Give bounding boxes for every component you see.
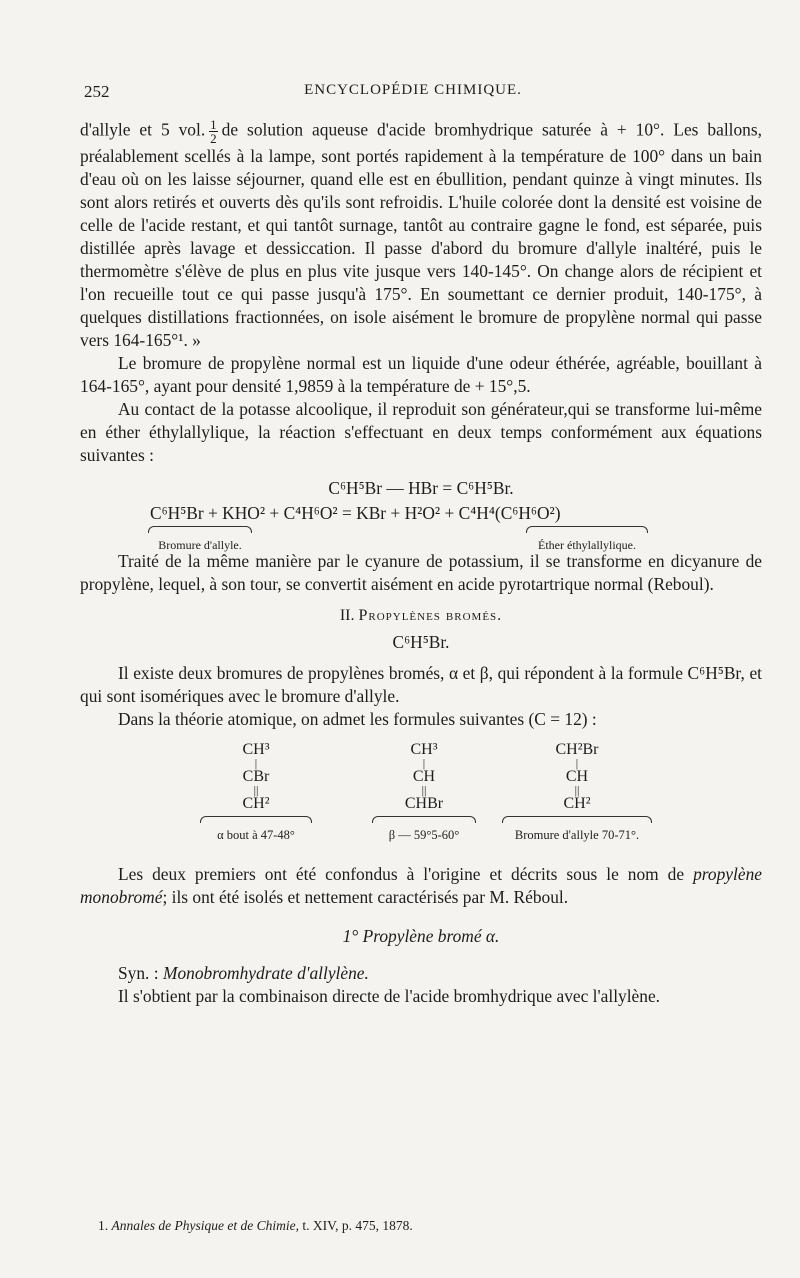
structure-row: CH (565, 768, 589, 785)
section-formula: C⁶H⁵Br. (392, 632, 450, 652)
structure-bond: || (253, 783, 259, 797)
equation-2: C⁶H⁵Br + KHO² + C⁴H⁶O² = KBr + H²O² + C⁴H⁴(C⁶H⁶O²) (150, 503, 561, 523)
footnote (98, 1218, 413, 1234)
paragraph-6: Dans la théorie atomique, on admet les formules suivantes (C = 12) : (118, 709, 597, 729)
structure-row: CH² (242, 795, 270, 812)
structure-allyl-bromide (502, 741, 652, 847)
synonym-value: Monobromhydrate d'allylène. (162, 963, 369, 983)
structure-row: CH³ (242, 741, 270, 758)
paragraph-1-rest: de solution aqueuse d'acide bromhydrique saturée à + 10°. Les ballons, préalablement scellés à la lampe, sont portés rapidement à la température de 100° dans un bain d'eau où on les laisse séjourner, quand elle est en ébullition, pendant quinze à vingt minutes. Ils sont alors retirés et ouverts dès qu'ils sont refroidis. L'huile colorée dont la densité est voisine de celle de l'acide restant, et qui tantôt surnage, tantôt au contraire gagne le fond, est séparée, puis distillée après lavage et dessiccation. Il passe d'abord du bromure d'allyle inaltéré, puis le thermomètre s'élève de plus en plus vite jusque vers 140-145°. On change alors de récipient et l'on recueille tout ce qui passe jusqu'à 175°. En soumettant ce dernier produit, 140-175°, à quelques distillations fractionnées, on isole aisément le bromure de propylène normal qui passe vers 164-165°¹. » (80, 119, 762, 350)
paragraph-4: Traité de la même manière par le cyanure de potassium, il se transforme en dicyanure de propylène, lequel, à son tour, se convertit aisément en acide pyrotartrique normal (Reboul). (80, 551, 762, 594)
structure-row: CH² (563, 795, 591, 812)
paragraph-7-end: ; ils ont été isolés et nettement caractérisés par M. Réboul. (162, 887, 569, 907)
paragraph-7 (80, 863, 762, 909)
caption-text: α bout à 47-48° (217, 828, 295, 842)
page-body (80, 118, 762, 1008)
equation-2-label-left (148, 526, 252, 557)
structure-caption (372, 816, 476, 847)
structure-row: CH²Br (555, 741, 599, 758)
equation-2-block (80, 502, 762, 550)
synonym-label: Syn. : (118, 963, 159, 983)
paragraph-7-start: Les deux premiers ont été confondus à l'origine et décrits sous le nom de (118, 864, 685, 884)
paragraph-2: Le bromure de propylène normal est un liquide d'une odeur éthérée, agréable, bouillant à 164-165°, ayant pour densité 1,9859 à la température de + 15°,5. (80, 353, 762, 396)
structure-row: CH³ (410, 741, 438, 758)
label-text: Bromure d'allyle. (158, 538, 242, 552)
structure-alpha (200, 741, 312, 847)
fraction-denominator: 2 (210, 131, 217, 146)
page-header (84, 82, 742, 106)
structure-row: CHBr (404, 795, 444, 812)
structure-bond: || (421, 783, 427, 797)
equation-1: C⁶H⁵Br — HBr = C⁶H⁵Br. (328, 478, 514, 498)
structure-row: CBr (242, 768, 270, 785)
paragraph-3: Au contact de la potasse alcoolique, il reproduit son générateur,qui se transforme lui-même en éther éthylallylique, la réaction s'effectuant en deux temps conformément aux équations suivantes : (80, 399, 762, 465)
section-title: Propylènes bromés. (358, 607, 503, 624)
structure-row: CH (412, 768, 436, 785)
synonym-line (80, 962, 762, 985)
paragraph-5: Il existe deux bromures de propylènes bromés, α et β, qui répondent à la formule C⁶H⁵Br, et qui sont isomériques avec le bromure d'allyle. (80, 663, 762, 706)
footnote-number: 1. (98, 1218, 109, 1233)
paragraph-8: Il s'obtient par la combinaison directe de l'acide bromhydrique avec l'allylène. (118, 986, 661, 1006)
caption-text: Bromure d'allyle 70-71°. (514, 828, 640, 842)
structure-bond: | (422, 756, 426, 770)
structural-formulas (80, 741, 762, 863)
paragraph-7-italic: propylène monobromé (80, 864, 762, 907)
structure-bond: || (574, 783, 580, 797)
footnote-source: Annales de Physique et de Chimie, (111, 1218, 299, 1233)
caption-text: β — 59°5-60° (388, 828, 460, 842)
structure-caption (200, 816, 312, 847)
paragraph-1 (80, 118, 762, 352)
page-number: 252 (84, 82, 110, 101)
footnote-reference: t. XIV, p. 475, 1878. (302, 1218, 413, 1233)
subheading: 1° Propylène bromé α. (342, 926, 500, 946)
structure-caption (502, 816, 652, 847)
fraction-numerator: 1 (210, 117, 217, 132)
structure-beta (372, 741, 476, 847)
paragraph-1-start: d'allyle et 5 vol. (80, 119, 206, 140)
equation-2-label-right (526, 526, 648, 557)
structure-bond: | (254, 756, 258, 770)
fraction (209, 118, 218, 145)
label-text: Éther éthylallylique. (538, 538, 636, 552)
running-title: ENCYCLOPÉDIE CHIMIQUE. (304, 82, 522, 98)
section-numeral: II. (339, 607, 355, 624)
section-heading (80, 604, 762, 627)
structure-bond: | (575, 756, 579, 770)
